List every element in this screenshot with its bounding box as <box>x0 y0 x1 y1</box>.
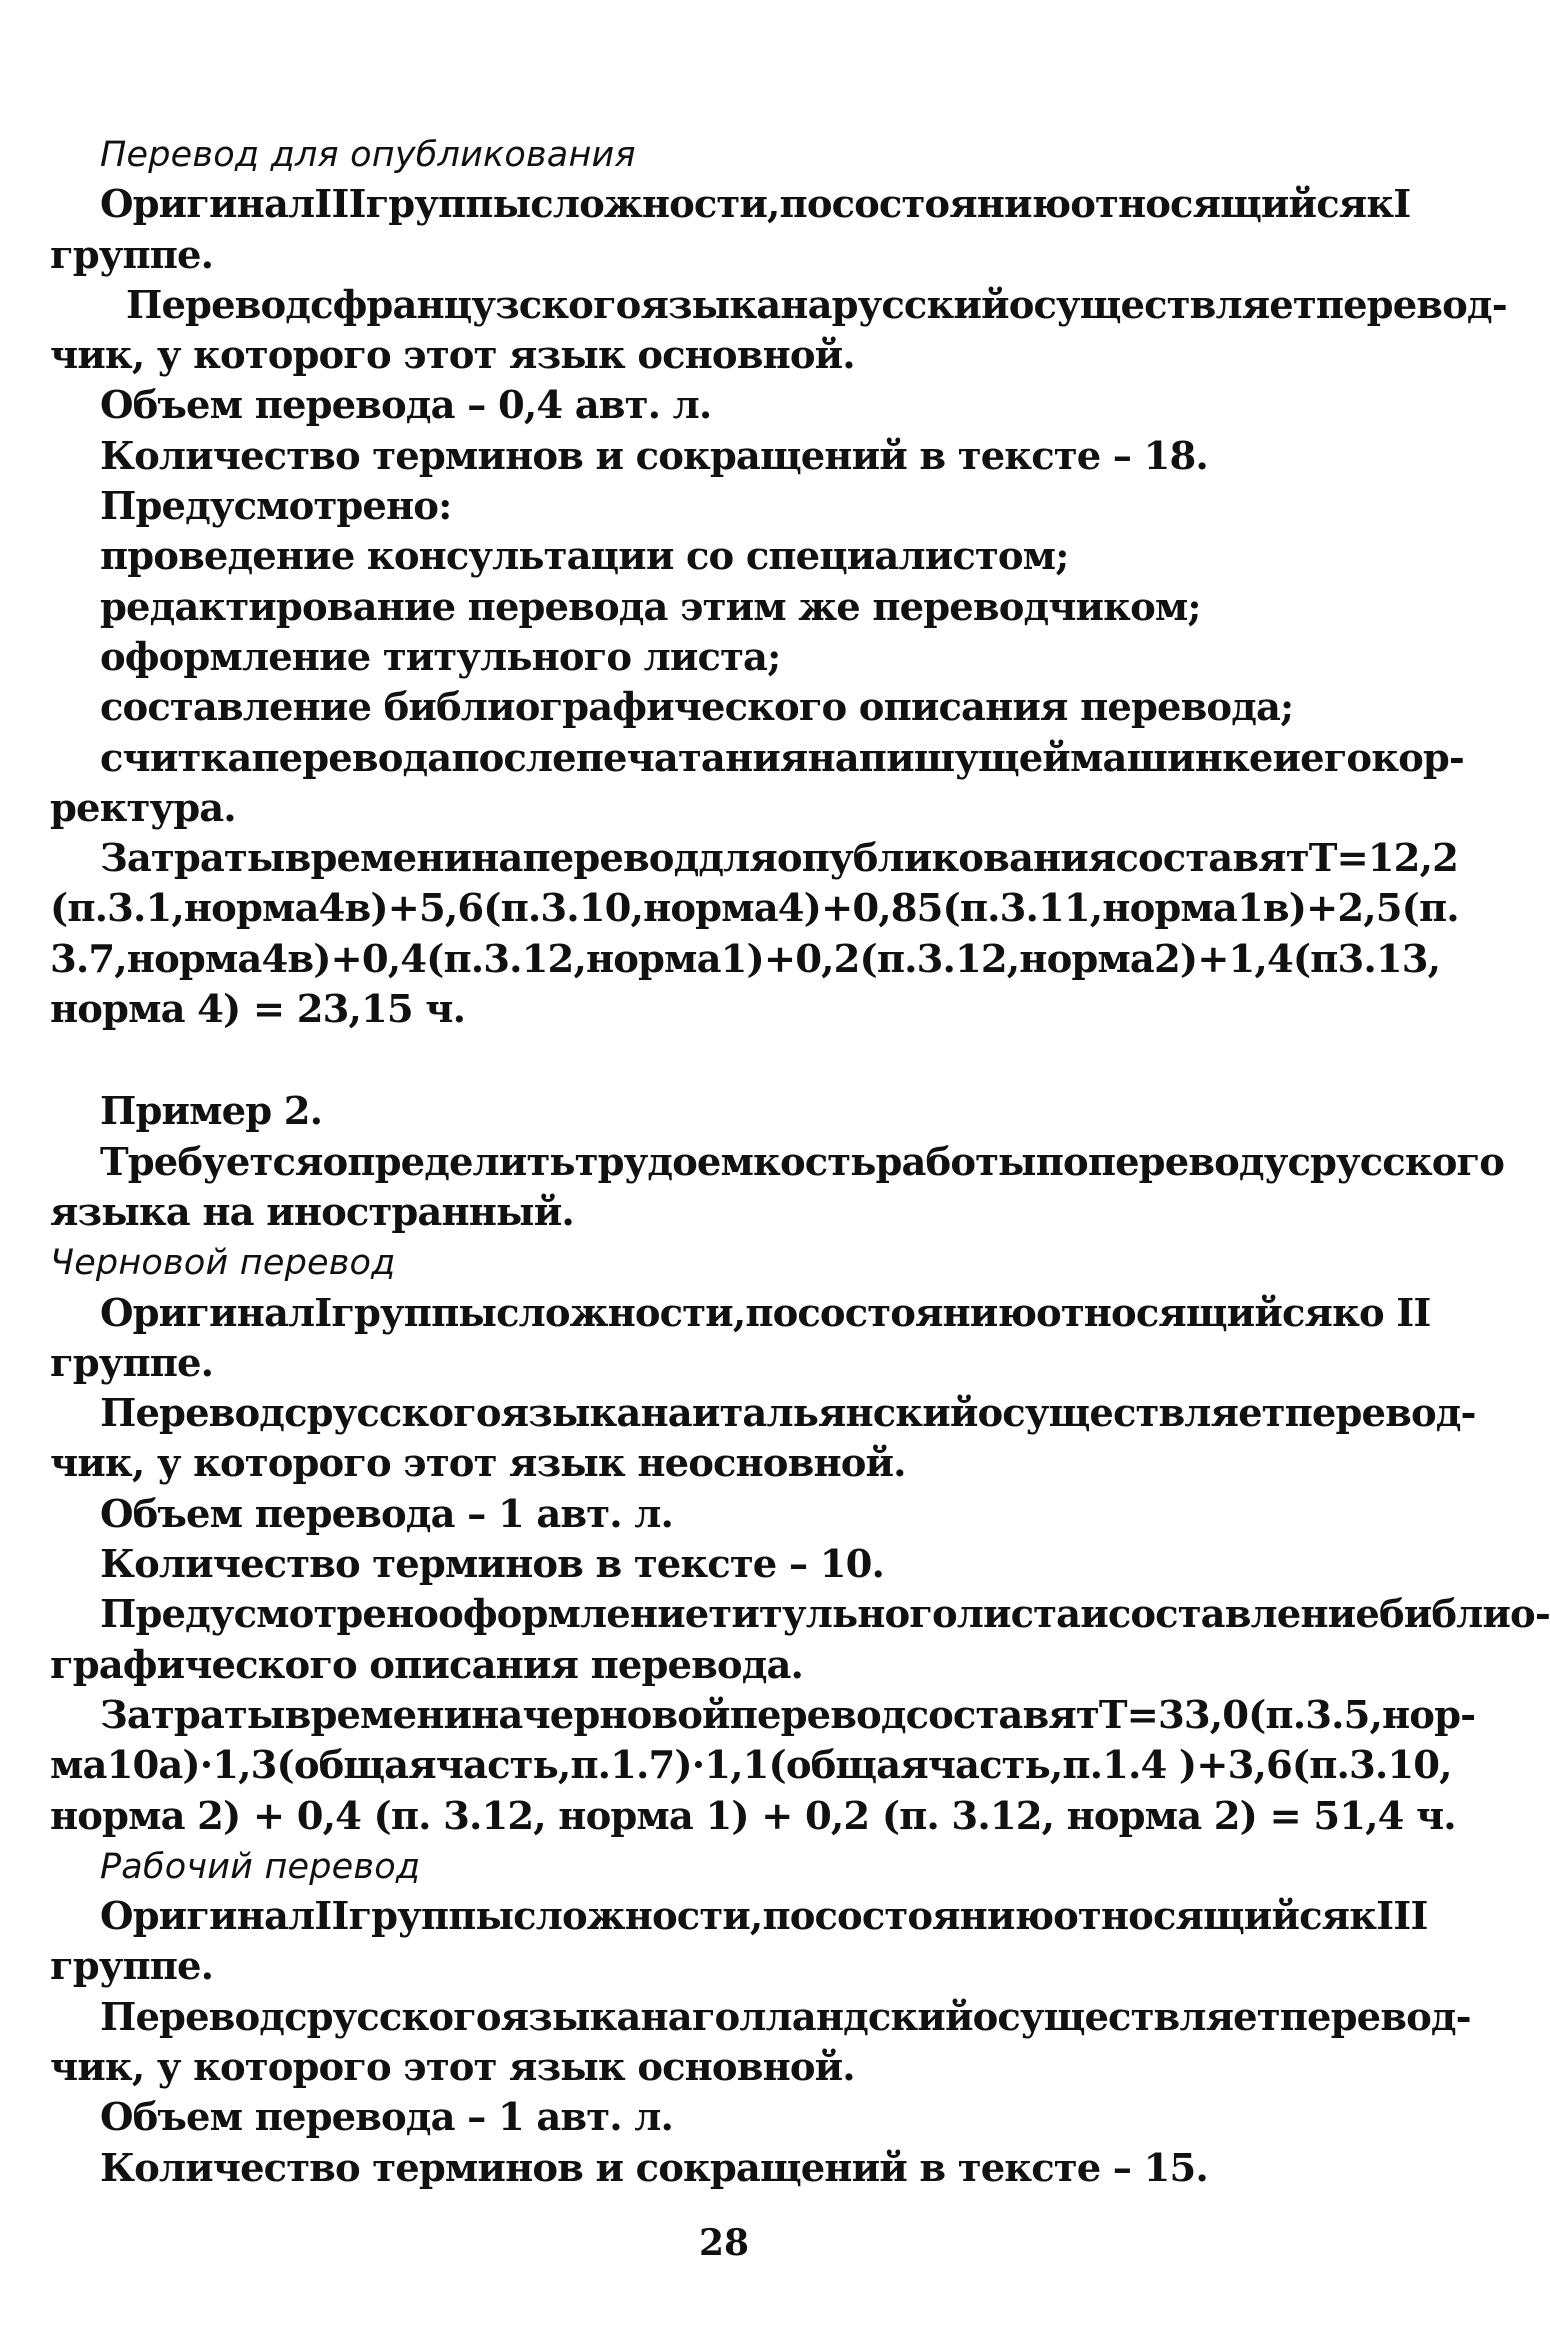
word: нор- <box>1382 1692 1476 1738</box>
word: с <box>284 1391 307 1437</box>
word: ма <box>50 1743 107 1789</box>
word: норма <box>183 886 319 932</box>
word: 4в) <box>318 886 388 932</box>
word: 1в) <box>1236 886 1307 932</box>
word: итальянский <box>691 1391 978 1437</box>
word: + <box>330 936 362 982</box>
word: Оригинал <box>100 182 315 228</box>
word: 1,1 <box>704 1743 769 1789</box>
word: листа <box>956 1592 1081 1638</box>
paragraph-line: группе. <box>50 232 214 278</box>
word: кор- <box>1371 735 1464 781</box>
word: 1) <box>720 936 764 982</box>
word: п. <box>1062 1743 1103 1789</box>
word: перевод- <box>1315 282 1507 328</box>
word: (п. <box>859 936 917 982</box>
word: 3.10, <box>1348 1743 1452 1789</box>
formula-line <box>50 834 1458 884</box>
word: Предусмотрено <box>100 1592 439 1638</box>
word: состоянию <box>814 1894 1054 1940</box>
word: T <box>1308 836 1337 882</box>
word: языка <box>500 1994 641 2040</box>
word: 4в) <box>261 936 331 982</box>
word: перевод- <box>1284 1391 1476 1437</box>
word: 0,4 <box>361 936 427 982</box>
word: осуществляет <box>977 1391 1285 1437</box>
paragraph-line <box>50 1138 1504 1188</box>
word: + <box>1196 1743 1228 1789</box>
word: на <box>471 1692 523 1738</box>
word: I <box>314 1290 332 1336</box>
word: 1,3 <box>212 1743 277 1789</box>
word: III <box>314 182 366 228</box>
word: группы <box>365 182 531 228</box>
word: I <box>1393 182 1411 228</box>
word: сложности, <box>496 1290 746 1336</box>
word: 5,6 <box>419 886 484 932</box>
word: Перевод <box>100 1994 285 2040</box>
word: 1.7) <box>610 1743 692 1789</box>
word: русского <box>306 1994 501 2040</box>
word: русский <box>831 282 1009 328</box>
word: составление <box>1107 1592 1379 1638</box>
word: (п. <box>483 886 541 932</box>
word: + <box>1197 936 1229 982</box>
word: осуществляет <box>1008 282 1316 328</box>
word: библио- <box>1378 1592 1550 1638</box>
word: норма <box>1019 936 1154 982</box>
word: II <box>314 1894 349 1940</box>
word: часть, <box>435 1743 571 1789</box>
paragraph-line: языка на иностранный. <box>50 1189 574 1235</box>
word: Требуется <box>100 1139 323 1185</box>
paragraph-line <box>50 1590 1550 1640</box>
word: состоянию <box>797 1290 1037 1336</box>
list-item: редактирование перевода этим же переводчиком; <box>100 584 1201 630</box>
word: · <box>199 1743 213 1789</box>
word: перевод- <box>1279 1994 1471 2040</box>
word: черновой <box>522 1692 730 1738</box>
word: п. <box>570 1743 611 1789</box>
paragraph-line: Предусмотрено: <box>100 484 452 530</box>
paragraph-line: чик, у которого этот язык основной. <box>50 333 855 379</box>
example-title: Пример 2. <box>100 1089 323 1135</box>
list-item: составление библиографического описания перевода; <box>100 685 1294 731</box>
word: французского <box>332 282 641 328</box>
word: 3.7, <box>50 936 127 982</box>
word: (п. <box>1401 886 1459 932</box>
word: опубликования <box>776 836 1116 882</box>
word: составят <box>905 1692 1099 1738</box>
word: 2,5 <box>1337 886 1402 932</box>
word: T <box>1098 1692 1127 1738</box>
word: и <box>1272 735 1301 781</box>
word: · <box>691 1743 705 1789</box>
word: норма <box>126 936 262 982</box>
word: (п. <box>1291 1743 1349 1789</box>
word: 3.12, <box>483 936 586 982</box>
word: к <box>1366 182 1394 228</box>
word: Оригинал <box>100 1894 315 1940</box>
word: на <box>780 282 832 328</box>
word: 0,2 <box>795 936 860 982</box>
page-body <box>50 130 1550 2194</box>
paragraph-line <box>50 1892 1428 1942</box>
paragraph-line: графического описания перевода. <box>50 1642 804 1688</box>
word: перевод <box>729 1692 906 1738</box>
word: норма <box>643 886 778 932</box>
word: работы <box>875 1139 1036 1185</box>
word: = <box>1336 836 1368 882</box>
word: после <box>451 735 576 781</box>
paragraph-line <box>50 281 1507 331</box>
word: сложности, <box>530 182 780 228</box>
section-gap <box>50 1035 1390 1087</box>
paragraph-line: чик, у которого этот язык основной. <box>50 2044 855 2090</box>
page-number: 28 <box>698 2222 750 2264</box>
word: 1.4 ) <box>1102 1743 1197 1789</box>
word: норма <box>585 936 721 982</box>
word: осуществляет <box>972 1994 1280 2040</box>
word: Оригинал <box>100 1290 315 1336</box>
word: по <box>762 1894 815 1940</box>
paragraph-line: Объем перевода – 1 авт. л. <box>100 2095 673 2141</box>
word: для <box>698 836 777 882</box>
word: 10а) <box>106 1743 200 1789</box>
word: на <box>471 836 523 882</box>
word: переводу <box>1087 1139 1288 1185</box>
word: русского <box>1309 1139 1504 1185</box>
word: печатания <box>575 735 808 781</box>
paragraph-line: Объем перевода – 1 авт. л. <box>100 1491 673 1537</box>
word: 3.1, <box>107 886 184 932</box>
word: относящийся <box>1053 1894 1350 1940</box>
word: (п <box>1292 936 1338 982</box>
word: 0,85 <box>852 886 943 932</box>
paragraph-line <box>50 1289 1431 1339</box>
paragraph-line <box>50 180 1411 230</box>
word: группы <box>348 1894 514 1940</box>
word: 1,4 <box>1228 936 1293 982</box>
word: часть, <box>927 1743 1063 1789</box>
word: голландский <box>691 1994 973 2040</box>
word: = <box>1126 1692 1158 1738</box>
word: на <box>807 735 859 781</box>
word: 2) <box>1153 936 1198 982</box>
word: с <box>284 1994 307 2040</box>
word: 3,6 <box>1227 1743 1292 1789</box>
word: с <box>310 282 333 328</box>
formula-line <box>50 935 1441 985</box>
word: по <box>1035 1139 1088 1185</box>
word: и <box>1080 1592 1108 1638</box>
word: 3.5, <box>1305 1692 1383 1738</box>
word: Затраты <box>100 836 285 882</box>
word: времени <box>284 836 472 882</box>
paragraph-line: Объем перевода – 0,4 авт. л. <box>100 383 712 429</box>
word: 4) <box>777 886 821 932</box>
word: пишущей <box>858 735 1070 781</box>
word: Перевод <box>126 282 311 328</box>
word: (п. <box>50 886 108 932</box>
word: Затраты <box>100 1692 285 1738</box>
word: 33,0 <box>1157 1692 1249 1738</box>
paragraph-line: Количество терминов и сокращений в тексте – 15. <box>100 2145 1208 2191</box>
paragraph-line: группе. <box>50 1944 214 1990</box>
formula-line <box>50 884 1459 934</box>
word: Перевод <box>100 1391 285 1437</box>
word: считка <box>100 735 252 781</box>
list-item: проведение консультации со специалистом; <box>100 534 1069 580</box>
paragraph-line <box>50 1993 1471 2043</box>
word: перевода <box>251 735 452 781</box>
word: на <box>640 1391 692 1437</box>
word: (п. <box>426 936 484 982</box>
word: с <box>1287 1139 1310 1185</box>
word: оформление <box>438 1592 709 1638</box>
formula-line: норма 4) = 23,15 ч. <box>50 987 466 1033</box>
word: перевод <box>522 836 699 882</box>
word: к <box>1349 1894 1377 1940</box>
paragraph-line: Количество терминов в тексте – 10. <box>100 1542 885 1588</box>
word: 12,2 <box>1367 836 1458 882</box>
word: составят <box>1115 836 1309 882</box>
word: языка <box>640 282 781 328</box>
section-heading-publication: Перевод для опубликования <box>100 135 636 175</box>
section-heading-working: Рабочий перевод <box>100 1846 421 1887</box>
word: русского <box>306 1391 501 1437</box>
word: группы <box>331 1290 497 1336</box>
list-item <box>50 734 1464 784</box>
word: (п. <box>942 886 1000 932</box>
word: III <box>1376 1894 1428 1940</box>
paragraph-line: группе. <box>50 1340 214 1386</box>
word: ко II <box>1332 1290 1431 1336</box>
word: сложности, <box>513 1894 763 1940</box>
word: норма <box>1102 886 1237 932</box>
word: на <box>640 1994 692 2040</box>
word: времени <box>284 1692 472 1738</box>
word: относящийся <box>1036 1290 1333 1336</box>
paragraph-line: ректура. <box>50 785 236 831</box>
word: (п. <box>1248 1692 1306 1738</box>
word: 3.13, <box>1337 936 1441 982</box>
formula-line <box>50 1691 1476 1741</box>
word: + <box>763 936 796 982</box>
list-item: оформление титульного листа; <box>100 634 781 680</box>
word: относящийся <box>1070 182 1367 228</box>
word: (общая <box>276 1743 436 1789</box>
paragraph-line: чик, у которого этот язык неосновной. <box>50 1441 906 1487</box>
word: его <box>1300 735 1372 781</box>
word: определить <box>322 1139 575 1185</box>
word: по <box>779 182 832 228</box>
word: 3.12, <box>916 936 1020 982</box>
word: языка <box>500 1391 641 1437</box>
word: + <box>387 886 419 932</box>
section-heading-draft: Черновой перевод <box>50 1243 396 1284</box>
word: + <box>820 886 853 932</box>
word: трудоемкость <box>574 1139 876 1185</box>
word: + <box>1306 886 1338 932</box>
word: 3.11, <box>999 886 1103 932</box>
word: (общая <box>768 1743 928 1789</box>
word: состоянию <box>831 182 1071 228</box>
word: 3.10, <box>540 886 644 932</box>
word: машинке <box>1069 735 1273 781</box>
word: по <box>745 1290 798 1336</box>
paragraph-line: Количество терминов и сокращений в тексте – 18. <box>100 433 1208 479</box>
formula-line <box>50 1741 1452 1791</box>
paragraph-line <box>50 1389 1476 1439</box>
word: титульного <box>708 1592 957 1638</box>
formula-line: норма 2) + 0,4 (п. 3.12, норма 1) + 0,2 (п. 3.12, норма 2) = 51,4 ч. <box>50 1793 1456 1839</box>
